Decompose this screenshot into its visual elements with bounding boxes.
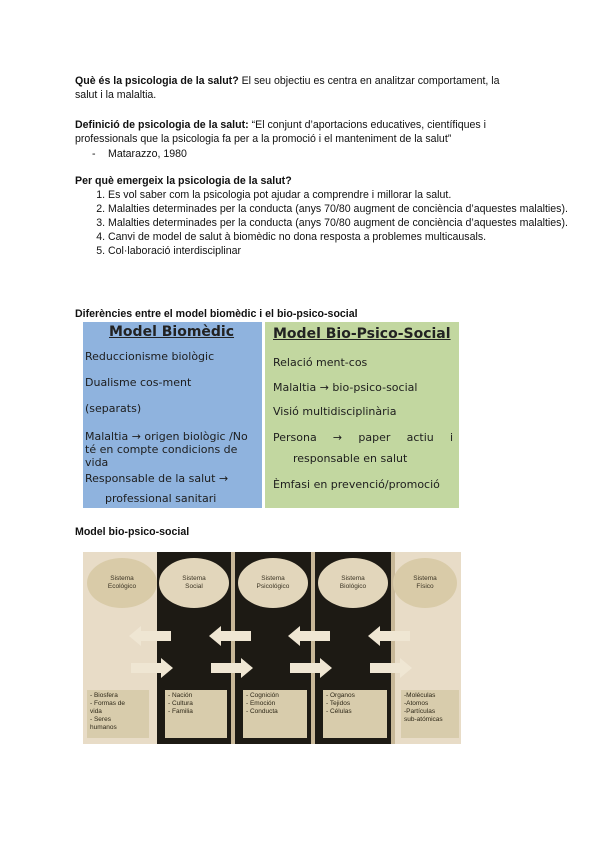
system-label: Sistema [110, 575, 134, 582]
system-label: Físico [416, 583, 434, 590]
biopsicosocial-item: responsable en salut [293, 452, 408, 465]
system-item: - Emoción [246, 700, 276, 707]
arrow-right-icon [370, 658, 412, 678]
biomedic-item: professional sanitari [105, 492, 217, 505]
list-item: 5. Col·laboració interdisciplinar [108, 244, 568, 258]
model-heading: Model bio-psico-social [75, 526, 190, 538]
definition-paragraph [75, 118, 535, 146]
arrow-right-icon [290, 658, 332, 678]
system-ellipse [238, 558, 308, 608]
arrow-left-icon [288, 626, 330, 646]
system-items-box [87, 690, 149, 738]
system-ellipse [318, 558, 388, 608]
biomedic-item: Reduccionisme biològic [85, 350, 215, 363]
why-list [75, 188, 568, 258]
definition-dash: - [92, 148, 96, 160]
system-label: Biológico [339, 583, 367, 590]
biopsicosocial-title: Model Bio-Psico-Social [273, 326, 451, 342]
biomedic-column [83, 322, 262, 508]
biomedic-title: Model Biomèdic [109, 324, 235, 340]
biopsicosocial-item: Malaltia → bio-psico-social [273, 381, 418, 394]
biopsicosocial-column [265, 322, 459, 508]
why-heading: Per què emergeix la psicologia de la salut? [75, 175, 292, 187]
system-items-box [243, 690, 307, 738]
biopsicosocial-item: Persona → paper actiu i [273, 431, 453, 444]
system-item: -Atomos [404, 700, 429, 707]
intro-question: Què és la psicologia de la salut? [75, 75, 239, 87]
comparison-table [83, 322, 459, 508]
system-item: humanos [90, 724, 117, 731]
intro-paragraph [75, 74, 535, 102]
system-item: - Conducta [246, 708, 278, 715]
biopsicosocial-item: Visió multidisciplinària [273, 405, 397, 418]
system-item: - Tejidos [326, 700, 351, 707]
biomedic-item: Malaltia → origen biològic /No [85, 430, 248, 443]
system-item: - Organos [326, 692, 355, 699]
system-item: -Partículas [404, 708, 436, 715]
system-items-box [323, 690, 387, 738]
system-item: - Nación [168, 692, 193, 699]
system-label: Psicológico [256, 583, 290, 590]
definition-label: Definició de psicologia de la salut: [75, 119, 249, 131]
biopsicosocial-item: Relació ment-cos [273, 356, 368, 369]
list-item: 3. Malalties determinades per la conducta (anys 70/80 augment de conciència d’aquestes malalties). [108, 216, 568, 230]
system-item: sub-atómicas [404, 716, 443, 723]
system-item: - Familia [168, 708, 193, 715]
system-ellipse [159, 558, 229, 608]
system-label: Sistema [261, 575, 285, 582]
intro-answer-line2: salut i la malaltia. [75, 89, 157, 101]
system-item: - Cognición [246, 692, 279, 699]
biomedic-item: Responsable de la salut → [85, 472, 229, 485]
system-item: -Moléculas [404, 692, 436, 699]
definition-author: Matarazzo, 1980 [108, 148, 187, 160]
system-ellipse [393, 558, 457, 608]
arrow-left-icon [368, 626, 410, 646]
system-ellipse [87, 558, 157, 608]
biomedic-item: (separats) [85, 402, 142, 415]
system-item: - Seres [90, 716, 111, 723]
biomedic-item: vida [85, 456, 109, 469]
definition-text-line1: “El conjunt d’aportacions educatives, científiques i [248, 119, 486, 131]
biomedic-item: Dualisme cos-ment [85, 376, 192, 389]
definition-text-line2: professionals que la psicologia fa per a la promoció i el manteniment de la salut” [75, 133, 452, 145]
system-label: Sistema [341, 575, 365, 582]
system-item: - Biosfera [90, 692, 118, 699]
arrow-left-icon [129, 626, 171, 646]
system-items-box [165, 690, 227, 738]
arrow-left-icon [209, 626, 251, 646]
biopsicosocial-diagram [83, 552, 461, 744]
system-item: - Formas de [90, 700, 126, 707]
system-label: Social [185, 583, 203, 590]
list-item: 4. Canvi de model de salut à biomèdic no dona resposta a problemes multicausals. [108, 230, 568, 244]
system-item: vida [90, 708, 102, 715]
arrow-right-icon [211, 658, 253, 678]
system-items-box [401, 690, 459, 738]
system-label: Sistema [413, 575, 437, 582]
system-item: - Cultura [168, 700, 193, 707]
arrow-right-icon [131, 658, 173, 678]
biopsicosocial-item: Èmfasi en prevenció/promoció [273, 478, 440, 491]
system-item: - Células [326, 708, 352, 715]
list-item: 2. Malalties determinades per la conducta (anys 70/80 augment de conciència d’aquestes malalties). [108, 202, 568, 216]
intro-answer-line1: El seu objectiu es centra en analitzar comportament, la [238, 75, 500, 87]
system-label: Ecológico [107, 583, 137, 590]
differences-heading: Diferències entre el model biomèdic i el bio-psico-social [75, 308, 358, 320]
system-label: Sistema [182, 575, 206, 582]
list-item: 1. Es vol saber com la psicologia pot ajudar a comprendre i millorar la salut. [108, 188, 568, 202]
biomedic-item: té en compte condicions de [85, 443, 238, 456]
